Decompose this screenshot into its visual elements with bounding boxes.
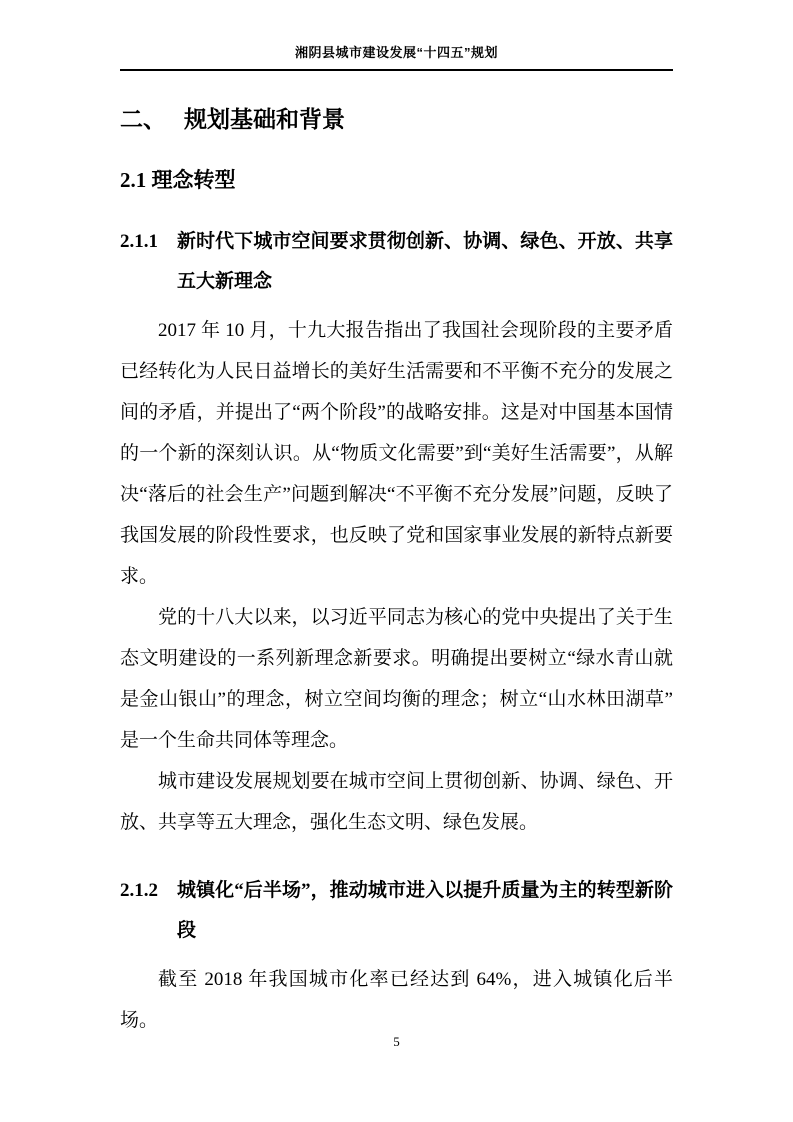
page-number: 5 [393, 1034, 400, 1049]
subsection-1-number: 2.1.1 [120, 231, 158, 253]
subsection-2-number: 2.1.2 [120, 880, 158, 902]
section-heading: 2.1 理念转型 [120, 167, 236, 192]
chapter-heading [120, 105, 673, 135]
subsection-1-title: 新时代下城市空间要求贯彻创新、协调、绿色、开放、共享五大新理念 [177, 231, 673, 293]
subsection-heading-1 [120, 222, 673, 302]
subsection-2-title: 城镇化“后半场”，推动城市进入以提升质量为主的转型新阶段 [177, 880, 673, 942]
body-paragraph: 2017 年 10 月，十九大报告指出了我国社会现阶段的主要矛盾已经转化为人民日益增长的美好生活需要和不平衡不充分的发展之间的矛盾，并提出了“两个阶段”的战略安排。这是对中国基本国情的一个新的深刻认识。从“物质文化需要”到“美好生活需要”，从解决“落后的社会生产”问题到解决“不平衡不充分发展”问题，反映了我国发展的阶段性要求，也反映了党和国家事业发展的新特点新要求。 [120, 320, 673, 588]
chapter-number: 二、 [120, 106, 166, 132]
body-paragraph: 党的十八大以来，以习近平同志为核心的党中央提出了关于生态文明建设的一系列新理念新要求。明确提出要树立“绿水青山就是金山银山”的理念，树立空间均衡的理念；树立“山水林田湖草”是一个生命共同体等理念。 [120, 607, 673, 752]
subsection-heading-2 [120, 871, 673, 951]
chapter-title: 规划基础和背景 [184, 106, 345, 132]
body-paragraph: 截至 2018 年我国城市化率已经达到 64%，进入城镇化后半场。 [120, 969, 673, 1032]
page-header-title: 湘阴县城市建设发展“十四五”规划 [120, 42, 673, 71]
body-paragraph: 城市建设发展规划要在城市空间上贯彻创新、协调、绿色、开放、共享等五大理念，强化生态文明、绿色发展。 [120, 771, 673, 834]
